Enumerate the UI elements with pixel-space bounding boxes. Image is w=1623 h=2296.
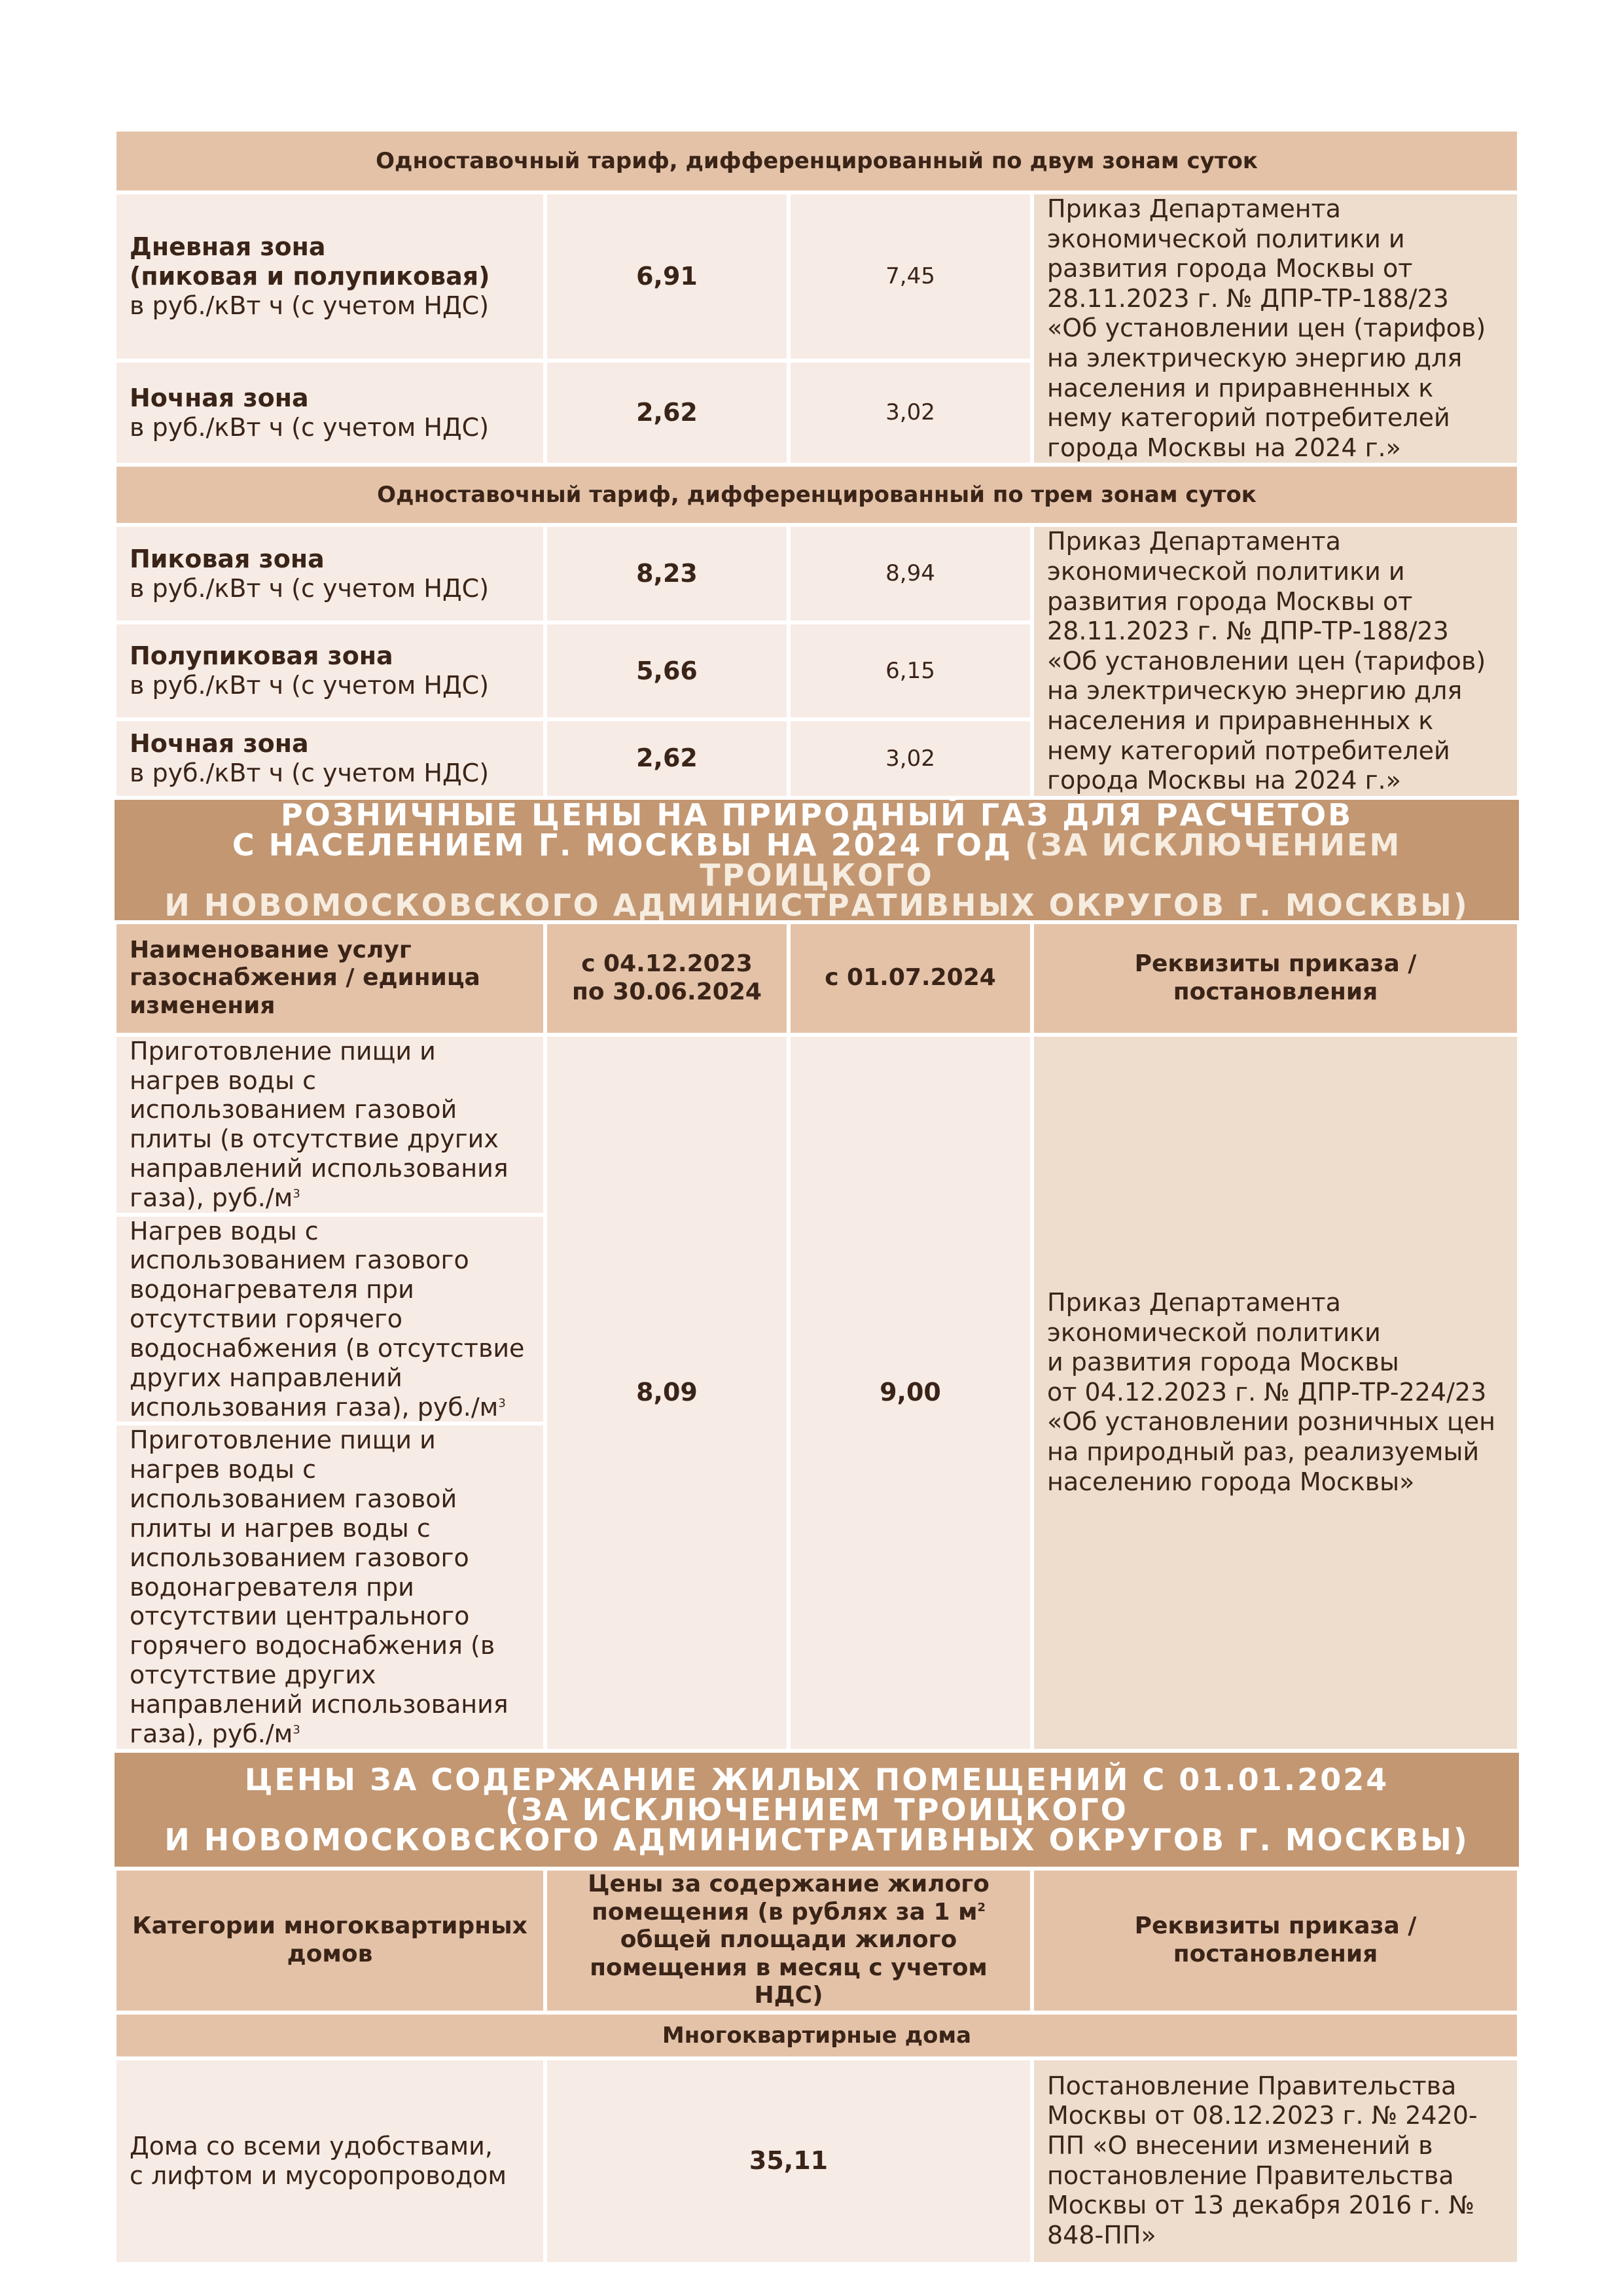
- gas-service-cell: [115, 1215, 545, 1424]
- zone-name: Ночная зона: [130, 383, 309, 412]
- table-row: [115, 2058, 1519, 2264]
- zone-name-cell: [115, 361, 545, 465]
- zone-name-cell: [115, 719, 545, 798]
- price-period1: 2,62: [545, 361, 789, 465]
- gas-header-service: Наименование услуг газоснабжения / единица изменения: [115, 922, 545, 1035]
- housing-section-banner: ЦЕНЫ ЗА СОДЕРЖАНИЕ ЖИЛЫХ ПОМЕЩЕНИЙ С 01.01.2024 (ЗА ИСКЛЮЧЕНИЕМ ТРОИЦКОГО И НОВОМОСКОВСКОГО АДМИНИСТРАТИВНЫХ ОКРУГОВ Г. МОСКВЫ): [115, 1751, 1519, 1869]
- zone-name-cell: [115, 525, 545, 622]
- zone-name-cell: [115, 622, 545, 719]
- housing-header-reference: Реквизиты приказа / постановления: [1032, 1869, 1519, 2013]
- price-header-text-end: общей площади жилого помещения в месяц с учетом НДС): [590, 1926, 988, 2009]
- gas-header-period1: с 04.12.2023 по 30.06.2024: [545, 922, 789, 1035]
- gas-service-cell: [115, 1424, 545, 1750]
- table-row: [115, 192, 1519, 361]
- price-period1: 5,66: [545, 622, 789, 719]
- price-period1: 8,23: [545, 525, 789, 622]
- gas-service-name: Приготовление пищи и нагрев воды с использованием газовой плиты (в отсутствие других направлений использования газа), руб./м: [130, 1036, 508, 1212]
- housing-reference: Постановление Правительства Москвы от 08.12.2023 г. № 2420-ПП «О внесении изменений в постановление Правительства Москвы от 13 декабря 2016 г. № 848-ПП»: [1032, 2058, 1519, 2264]
- unit-superscript: 3: [293, 1187, 300, 1201]
- two-zone-title: Одноставочный тариф, дифференцированный по двум зонам суток: [115, 130, 1519, 192]
- price-period2: 3,02: [789, 361, 1032, 465]
- zone-unit: в руб./кВт ч (с учетом НДС): [130, 573, 490, 603]
- unit-superscript: 3: [293, 1723, 300, 1737]
- price-period2: 8,94: [789, 525, 1032, 622]
- housing-category: Дома со всеми удобствами, с лифтом и мусоропроводом: [115, 2058, 545, 2264]
- zone-unit: в руб./кВт ч (с учетом НДС): [130, 670, 490, 700]
- three-zone-reference: Приказ Департамента экономической политики и развития города Москвы от 28.11.2023 г. № ДПР-ТР-188/23 «Об установлении цен (тарифов) на электрическую энергию для населения и приравненных к нему категорий потребителей города Москвы на 2024 г.»: [1032, 525, 1519, 797]
- gas-header-reference: Реквизиты приказа / постановления: [1032, 922, 1519, 1035]
- price-period1: 2,62: [545, 719, 789, 798]
- gas-header-period2: с 01.07.2024: [789, 922, 1032, 1035]
- zone-unit: в руб./кВт ч (с учетом НДС): [130, 291, 490, 320]
- zone-unit: в руб./кВт ч (с учетом НДС): [130, 758, 490, 787]
- zone-unit: в руб./кВт ч (с учетом НДС): [130, 412, 490, 442]
- zone-name: Полупиковая зона: [130, 641, 393, 671]
- price-period2: 6,15: [789, 622, 1032, 719]
- price-period1: 6,91: [545, 192, 789, 361]
- tariff-page: [113, 128, 1517, 2266]
- table-row: [115, 1035, 1519, 1215]
- table-row: [115, 525, 1519, 622]
- housing-subsection: Многоквартирные дома: [115, 2013, 1519, 2058]
- price-period2: 3,02: [789, 719, 1032, 798]
- housing-header-category: Категории многоквартирных домов: [115, 1869, 545, 2013]
- area-superscript: 2: [977, 1900, 986, 1914]
- unit-superscript: 3: [498, 1395, 506, 1410]
- gas-service-name: Нагрев воды с использованием газового водонагревателя при отсутствии горячего водоснабжения (в отсутствие других направлений использования газа), руб./м: [130, 1216, 525, 1422]
- two-zone-reference: Приказ Департамента экономической политики и развития города Москвы от 28.11.2023 г. № ДПР-ТР-188/23 «Об установлении цен (тарифов) на электрическую энергию для населения и приравненных к нему категорий потребителей города Москвы на 2024 г.»: [1032, 192, 1519, 465]
- zone-name: Пиковая зона: [130, 544, 325, 573]
- gas-banner-tail: (ЗА ИСКЛЮЧЕНИЕМ ТРОИЦКОГО И НОВОМОСКОВСКОГО АДМИНИСТРАТИВНЫХ ОКРУГОВ Г. МОСКВЫ): [164, 827, 1469, 923]
- housing-price: 35,11: [545, 2058, 1032, 2264]
- gas-service-cell: [115, 1035, 545, 1215]
- gas-service-name: Приготовление пищи и нагрев воды с использованием газовой плиты и нагрев воды с использованием газового водонагревателя при отсутствии центрального горячего водоснабжения (в отсутствие других направлений использования газа), руб./м: [130, 1426, 508, 1748]
- gas-section-banner: [115, 798, 1519, 922]
- gas-price-period1: 8,09: [545, 1035, 789, 1751]
- tariff-table: [113, 128, 1521, 2266]
- price-period2: 7,45: [789, 192, 1032, 361]
- gas-reference: Приказ Департамента экономической политики и развития города Москвы от 04.12.2023 г. № ДПР-ТР-224/23 «Об установлении розничных цен на природный раз, реализуемый населению города Москвы»: [1032, 1035, 1519, 1751]
- housing-header-price: [545, 1869, 1032, 2013]
- gas-price-period2: 9,00: [789, 1035, 1032, 1751]
- three-zone-title: Одноставочный тариф, дифференцированный по трем зонам суток: [115, 465, 1519, 525]
- zone-name: Ночная зона: [130, 729, 309, 759]
- zone-name: Дневная зона (пиковая и полупиковая): [130, 232, 490, 291]
- gas-banner-main: РОЗНИЧНЫЕ ЦЕНЫ НА ПРИРОДНЫЙ ГАЗ ДЛЯ РАСЧЕТОВ С НАСЕЛЕНИЕМ Г. МОСКВЫ НА 2024 ГОД: [232, 797, 1353, 863]
- price-header-text: Цены за содержание жилого помещения (в рублях за 1 м: [588, 1871, 990, 1926]
- zone-name-cell: [115, 192, 545, 361]
